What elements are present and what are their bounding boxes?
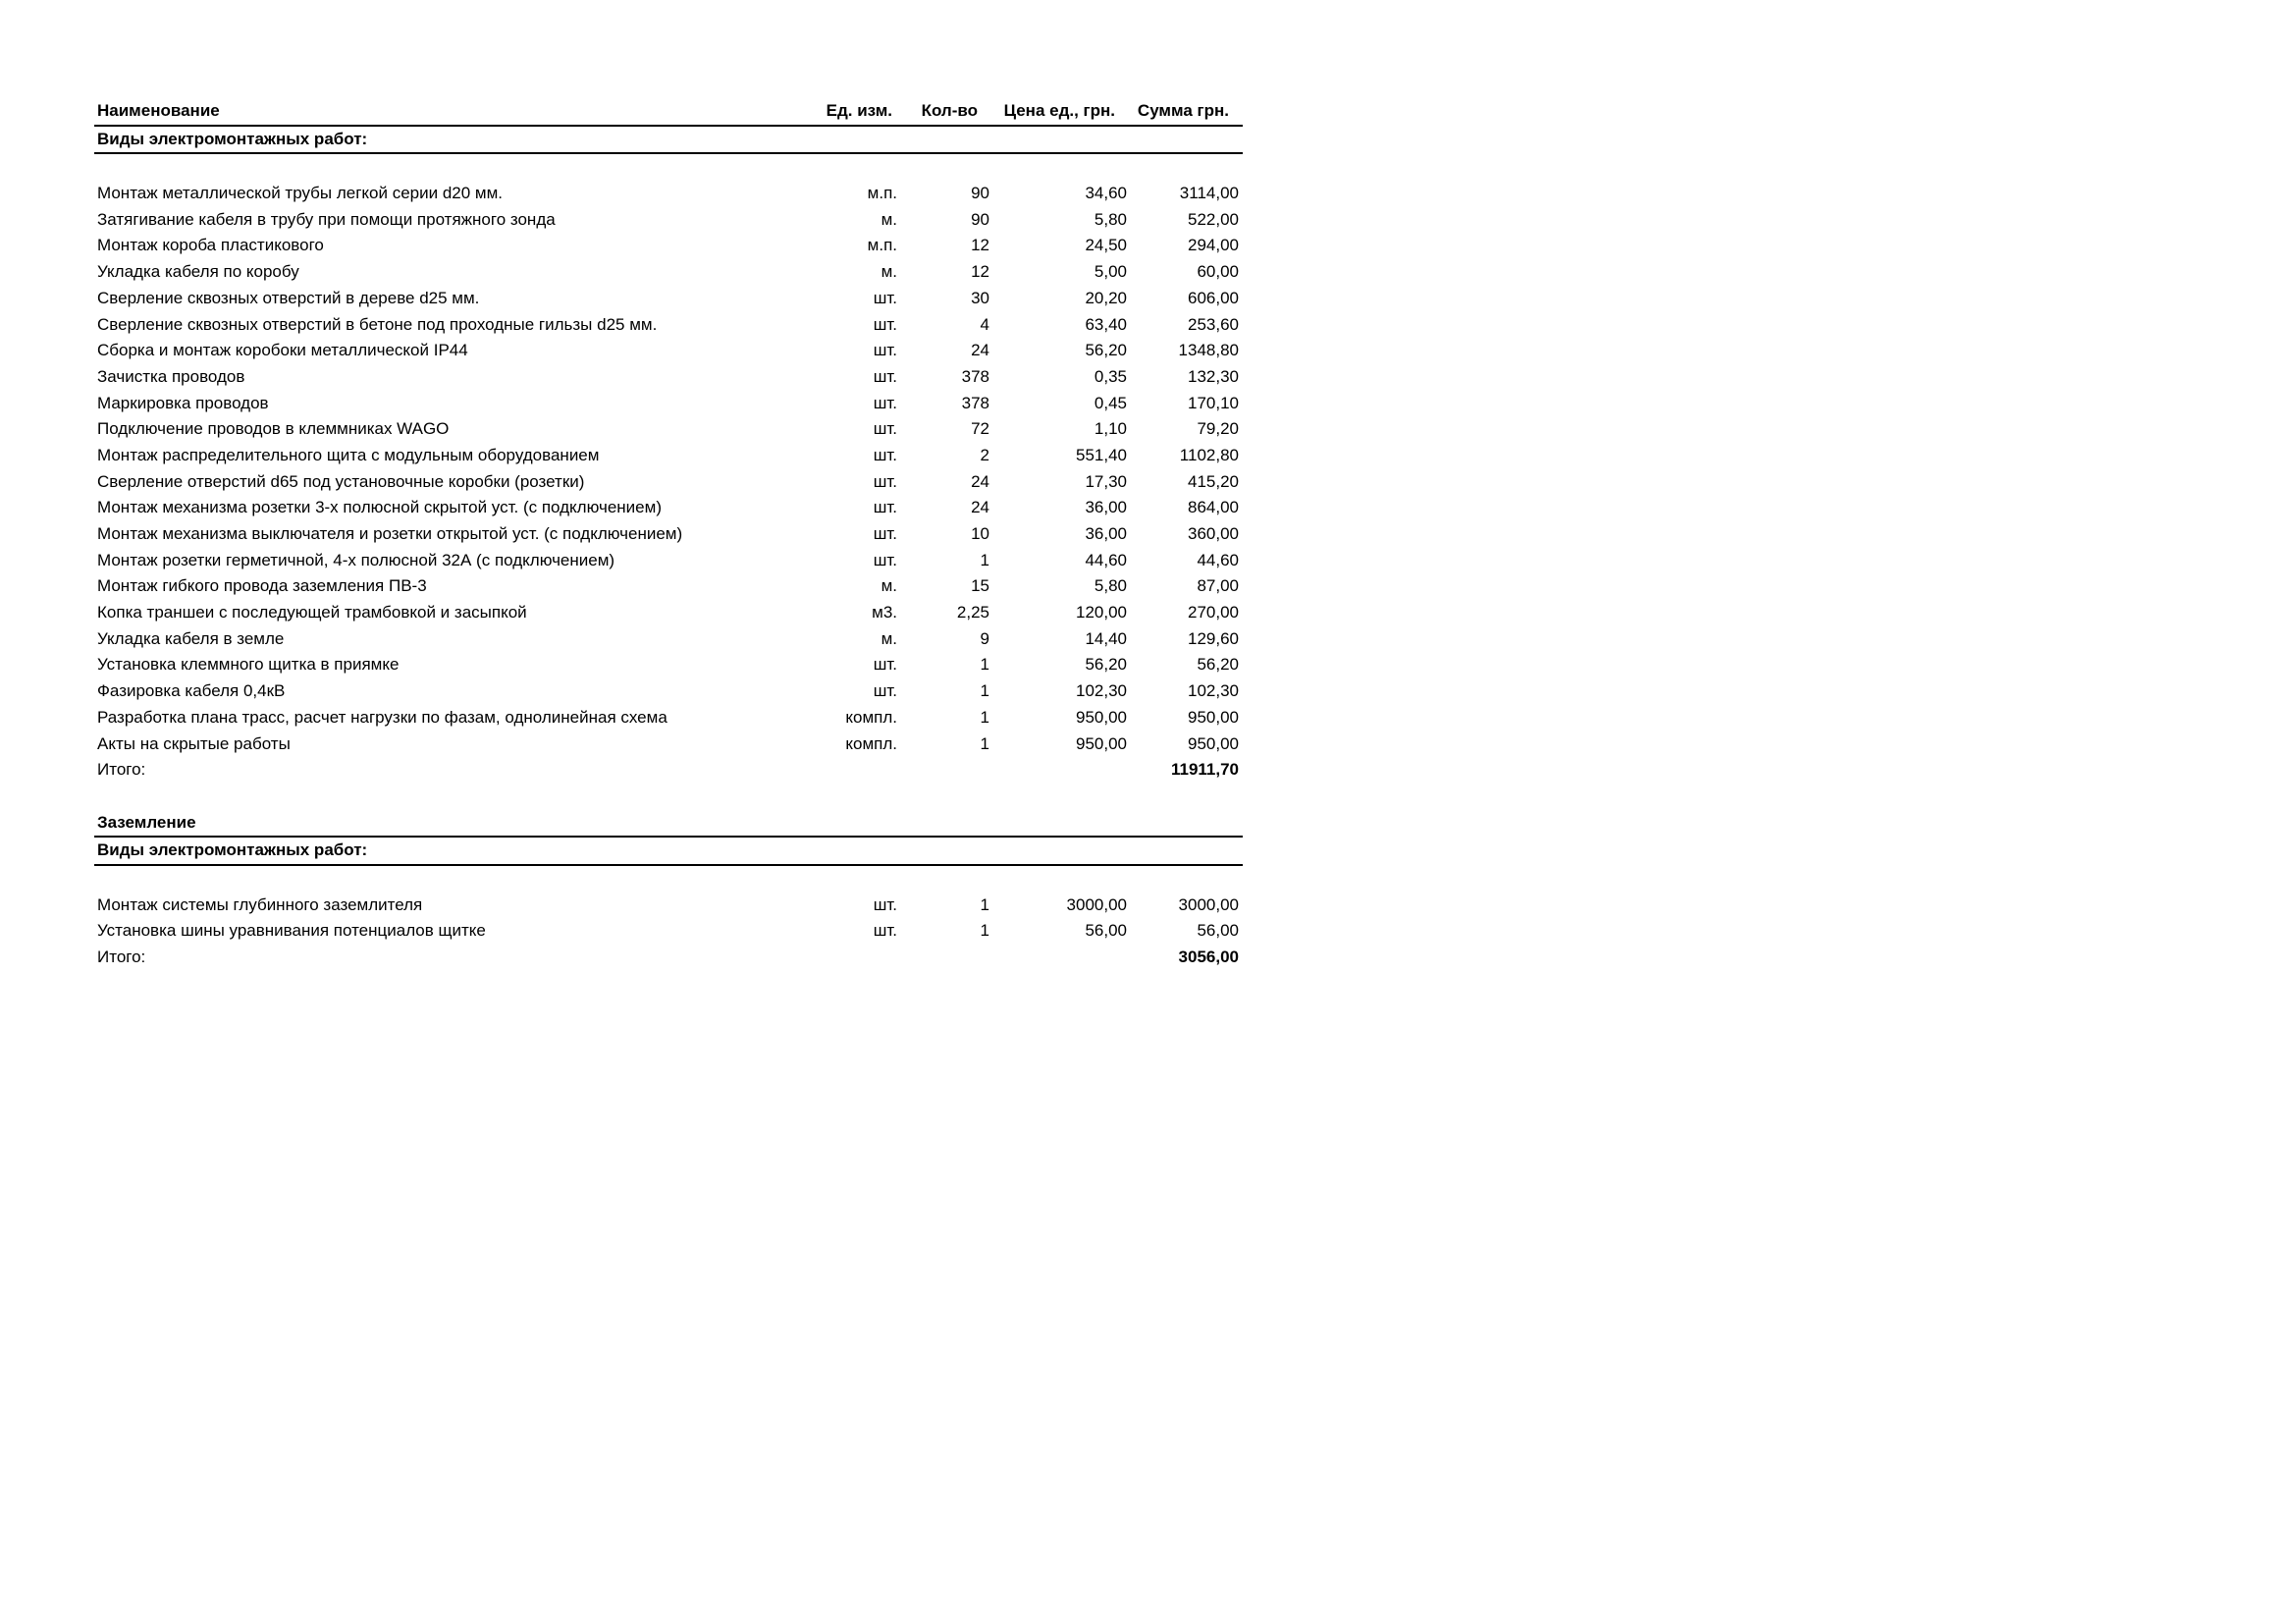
row-name: Монтаж системы глубинного заземлителя (97, 894, 423, 914)
table-row (94, 233, 1243, 259)
row-unit: шт. (873, 445, 897, 464)
row-name: Монтаж механизма выключателя и розетки открытой уст. (с подключением) (97, 524, 683, 543)
row-sum: 1348,80 (1178, 341, 1239, 360)
section-title: Заземление (97, 812, 196, 832)
row-unit: м3. (872, 603, 897, 623)
table-row (94, 573, 1243, 600)
row-sum: 950,00 (1188, 707, 1239, 727)
table-header (94, 98, 1243, 125)
row-qty: 10 (971, 524, 989, 543)
row-sum: 270,00 (1188, 603, 1239, 623)
row-price: 3000,00 (1066, 894, 1127, 914)
table-row (94, 181, 1243, 207)
row-qty: 90 (971, 209, 989, 229)
row-unit: шт. (873, 524, 897, 543)
row-name: Сверление сквозных отверстий в бетоне под проходные гильзы d25 мм. (97, 314, 658, 334)
row-unit: шт. (873, 341, 897, 360)
row-price: 20,20 (1085, 288, 1127, 307)
table-row (94, 731, 1243, 758)
row-price: 24,50 (1085, 236, 1127, 255)
table-row (94, 600, 1243, 626)
row-name: Укладка кабеля в земле (97, 628, 285, 648)
row-sum: 294,00 (1188, 236, 1239, 255)
table-row (94, 416, 1243, 443)
row-unit: шт. (873, 655, 897, 675)
row-sum: 60,00 (1197, 262, 1239, 282)
row-price: 17,30 (1085, 471, 1127, 491)
row-qty: 1 (980, 550, 989, 569)
section-subtitle: Виды электромонтажных работ: (97, 129, 368, 148)
row-price: 551,40 (1076, 445, 1127, 464)
row-qty: 72 (971, 419, 989, 439)
row-qty: 15 (971, 576, 989, 596)
total-label: Итого: (97, 760, 146, 780)
row-unit: м. (881, 576, 897, 596)
row-qty: 24 (971, 498, 989, 517)
row-sum: 79,20 (1197, 419, 1239, 439)
row-price: 36,00 (1085, 498, 1127, 517)
table-row (94, 338, 1243, 364)
row-price: 120,00 (1076, 603, 1127, 623)
table-row (94, 678, 1243, 705)
row-price: 36,00 (1085, 524, 1127, 543)
row-qty: 9 (980, 628, 989, 648)
row-sum: 522,00 (1188, 209, 1239, 229)
row-name: Сверление отверстий d65 под установочные коробки (розетки) (97, 471, 585, 491)
row-price: 34,60 (1085, 184, 1127, 203)
section1-subtitle (94, 127, 1243, 153)
row-price: 56,20 (1085, 341, 1127, 360)
table-row (94, 443, 1243, 469)
row-qty: 2,25 (956, 603, 989, 623)
header-name: Наименование (97, 101, 220, 120)
row-sum: 415,20 (1188, 471, 1239, 491)
row-qty: 2 (980, 445, 989, 464)
row-sum: 56,20 (1197, 655, 1239, 675)
row-unit: шт. (873, 288, 897, 307)
table-row (94, 548, 1243, 574)
row-qty: 378 (961, 393, 989, 412)
row-unit: шт. (873, 419, 897, 439)
table-row (94, 705, 1243, 731)
row-sum: 360,00 (1188, 524, 1239, 543)
row-name: Монтаж распределительного щита с модульным оборудованием (97, 445, 600, 464)
row-unit: шт. (873, 471, 897, 491)
total-value: 11911,70 (1170, 760, 1239, 780)
total-label: Итого: (97, 947, 146, 966)
row-qty: 30 (971, 288, 989, 307)
section1-total (94, 757, 1243, 784)
row-unit: м.п. (867, 236, 897, 255)
row-price: 950,00 (1076, 733, 1127, 753)
row-sum: 44,60 (1197, 550, 1239, 569)
table-row (94, 469, 1243, 496)
row-qty: 1 (980, 733, 989, 753)
row-name: Укладка кабеля по коробу (97, 262, 299, 282)
row-sum: 1102,80 (1179, 445, 1239, 464)
row-sum: 129,60 (1188, 628, 1239, 648)
row-price: 0,45 (1094, 393, 1127, 412)
estimate-sheet (94, 98, 1243, 971)
row-unit: м. (881, 262, 897, 282)
row-sum: 253,60 (1188, 314, 1239, 334)
row-qty: 1 (980, 894, 989, 914)
row-sum: 87,00 (1197, 576, 1239, 596)
row-name: Монтаж гибкого провода заземления ПВ-3 (97, 576, 427, 596)
table-row (94, 207, 1243, 234)
table-row (94, 495, 1243, 521)
header-qty: Кол-во (921, 101, 978, 120)
row-unit: компл. (845, 733, 897, 753)
row-name: Акты на скрытые работы (97, 733, 291, 753)
row-unit: м. (881, 209, 897, 229)
row-price: 56,20 (1085, 655, 1127, 675)
row-qty: 90 (971, 184, 989, 203)
row-unit: компл. (845, 707, 897, 727)
row-qty: 1 (980, 707, 989, 727)
row-price: 14,40 (1085, 628, 1127, 648)
row-name: Фазировка кабеля 0,4кВ (97, 681, 286, 701)
section2-subtitle (94, 838, 1243, 864)
row-sum: 3114,00 (1179, 184, 1239, 203)
row-sum: 606,00 (1188, 288, 1239, 307)
row-price: 44,60 (1085, 550, 1127, 569)
row-sum: 132,30 (1188, 366, 1239, 386)
row-sum: 102,30 (1188, 681, 1239, 701)
table-row (94, 364, 1243, 391)
header-unit: Ед. изм. (826, 101, 892, 120)
table-row (94, 391, 1243, 417)
row-sum: 170,10 (1188, 393, 1239, 412)
table-row (94, 312, 1243, 339)
row-price: 5,00 (1094, 262, 1127, 282)
row-price: 56,00 (1085, 921, 1127, 941)
table-row (94, 918, 1243, 945)
row-name: Монтаж розетки герметичной, 4-х полюсной 32А (с подключением) (97, 550, 615, 569)
table-row (94, 626, 1243, 653)
row-name: Установка клеммного щитка в приямке (97, 655, 400, 675)
table-row (94, 286, 1243, 312)
row-price: 5,80 (1094, 576, 1127, 596)
row-name: Сборка и монтаж коробоки металлической IP44 (97, 341, 468, 360)
row-unit: м. (881, 628, 897, 648)
section-subtitle: Виды электромонтажных работ: (97, 840, 368, 860)
row-qty: 24 (971, 471, 989, 491)
row-qty: 1 (980, 681, 989, 701)
table-row (94, 259, 1243, 286)
table-row (94, 652, 1243, 678)
row-unit: м.п. (867, 184, 897, 203)
row-price: 0,35 (1094, 366, 1127, 386)
section2-rows (94, 893, 1243, 945)
row-name: Установка шины уравнивания потенциалов щитке (97, 921, 486, 941)
header-sum: Сумма грн. (1137, 101, 1229, 120)
row-price: 63,40 (1085, 314, 1127, 334)
row-qty: 1 (980, 655, 989, 675)
section1-rows (94, 181, 1243, 757)
row-name: Подключение проводов в клеммниках WAGO (97, 419, 450, 439)
row-unit: шт. (873, 921, 897, 941)
row-unit: шт. (873, 498, 897, 517)
row-sum: 950,00 (1188, 733, 1239, 753)
row-name: Маркировка проводов (97, 393, 269, 412)
row-name: Сверление сквозных отверстий в дереве d25 мм. (97, 288, 480, 307)
row-qty: 12 (971, 262, 989, 282)
row-sum: 3000,00 (1178, 894, 1239, 914)
row-unit: шт. (873, 681, 897, 701)
row-sum: 56,00 (1197, 921, 1239, 941)
row-name: Монтаж металлической трубы легкой серии d20 мм. (97, 184, 504, 203)
row-name: Копка траншеи с последующей трамбовкой и засыпкой (97, 603, 527, 623)
section2-title (94, 810, 1243, 837)
row-price: 1,10 (1094, 419, 1127, 439)
row-unit: шт. (873, 314, 897, 334)
table-row (94, 521, 1243, 548)
row-name: Затягивание кабеля в трубу при помощи протяжного зонда (97, 209, 556, 229)
row-name: Зачистка проводов (97, 366, 245, 386)
row-qty: 378 (961, 366, 989, 386)
row-qty: 12 (971, 236, 989, 255)
section2-total (94, 945, 1243, 971)
row-price: 950,00 (1076, 707, 1127, 727)
row-unit: шт. (873, 393, 897, 412)
row-unit: шт. (873, 550, 897, 569)
row-unit: шт. (873, 366, 897, 386)
row-price: 5,80 (1094, 209, 1127, 229)
row-price: 102,30 (1076, 681, 1127, 701)
row-name: Монтаж короба пластикового (97, 236, 324, 255)
row-qty: 4 (980, 314, 989, 334)
row-name: Монтаж механизма розетки 3-х полюсной скрытой уст. (с подключением) (97, 498, 662, 517)
total-value: 3056,00 (1178, 947, 1239, 966)
row-unit: шт. (873, 894, 897, 914)
row-sum: 864,00 (1188, 498, 1239, 517)
row-qty: 24 (971, 341, 989, 360)
row-name: Разработка плана трасс, расчет нагрузки по фазам, однолинейная схема (97, 707, 667, 727)
row-qty: 1 (980, 921, 989, 941)
table-row (94, 893, 1243, 919)
header-price: Цена ед., грн. (1003, 101, 1115, 120)
